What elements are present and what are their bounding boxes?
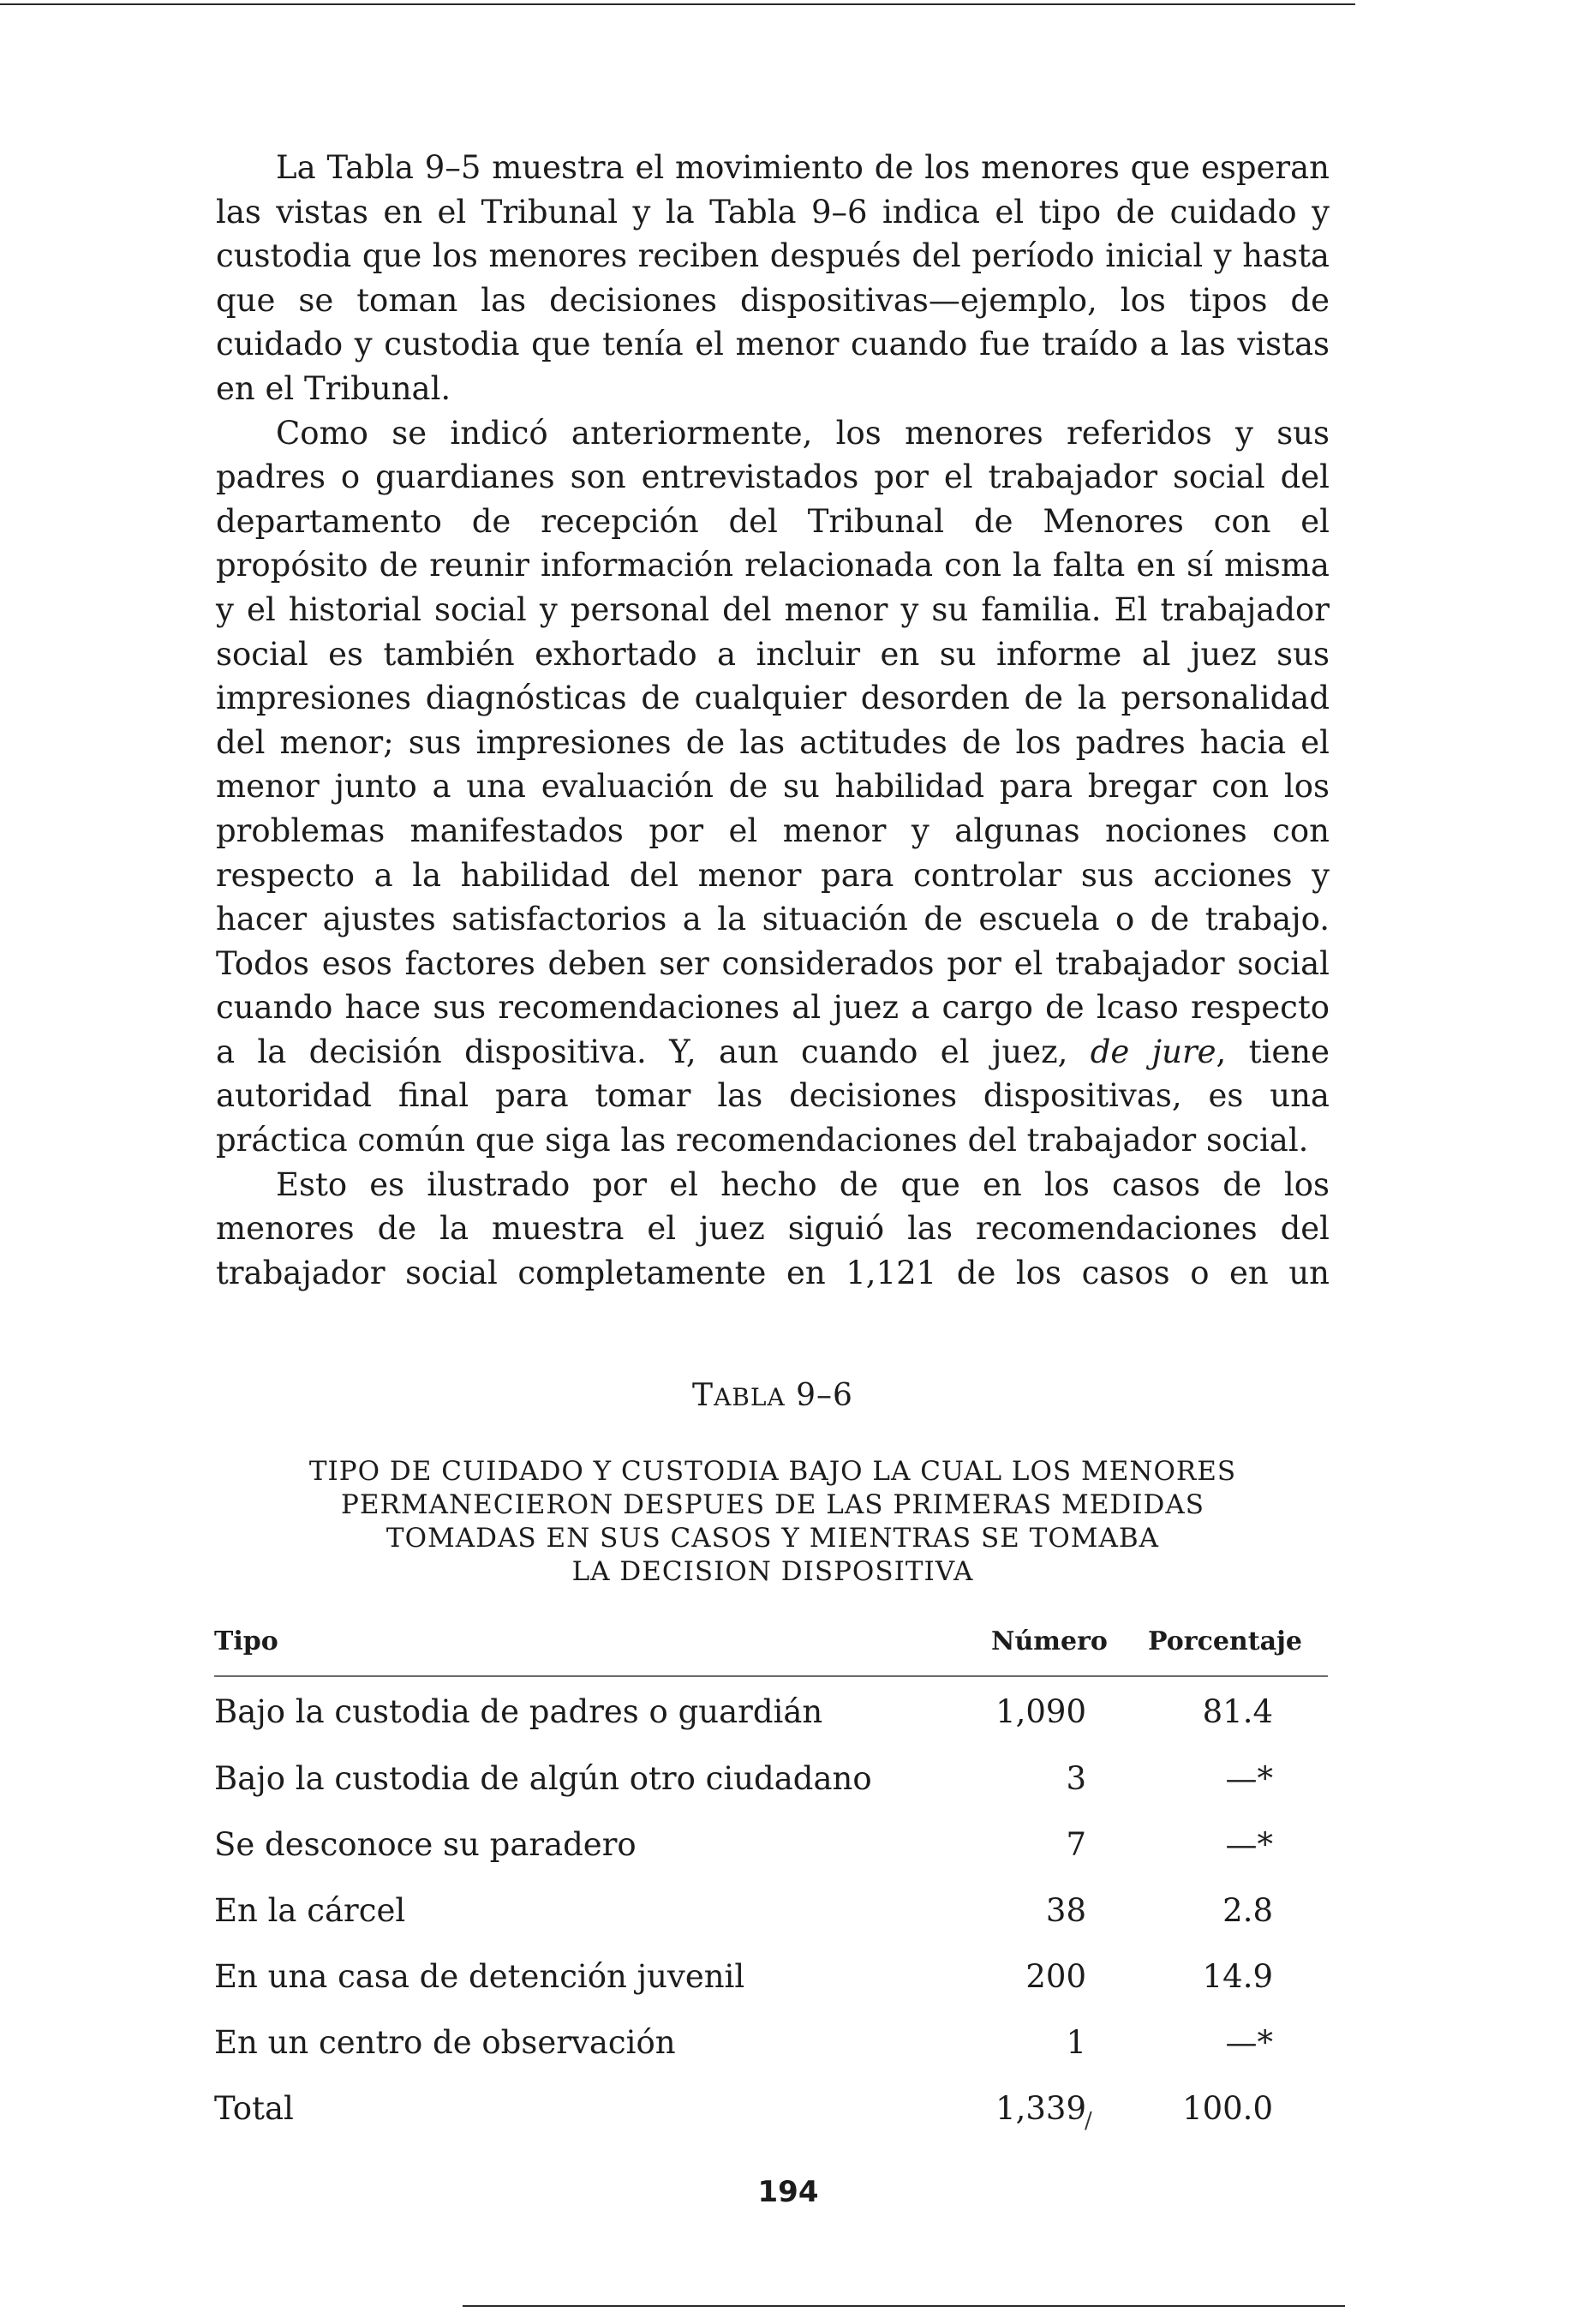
cell-tipo: Se desconoce su paradero	[214, 1826, 637, 1863]
custody-table	[214, 1626, 1328, 2141]
table-label	[216, 1378, 1330, 1413]
table-row	[214, 1676, 1328, 1746]
cell-porcentaje: 2.8	[1222, 1892, 1273, 1929]
caption-line: TOMADAS EN SUS CASOS Y MIENTRAS SE TOMABA	[386, 1523, 1160, 1554]
caption-line: PERMANECIERON DESPUES DE LAS PRIMERAS MEDIDAS	[341, 1489, 1204, 1520]
cell-porcentaje: 81.4	[1202, 1692, 1273, 1730]
cell-tipo: Bajo la custodia de padres o guardián	[214, 1692, 823, 1730]
cell-numero: 1	[1066, 2024, 1086, 2061]
paragraph-2	[216, 411, 1330, 1163]
table-row	[214, 1878, 1328, 1944]
cell-tipo: En la cárcel	[214, 1892, 406, 1929]
body-text	[216, 146, 1330, 1295]
table-row	[214, 1746, 1328, 1812]
top-rule	[0, 3, 1355, 5]
paragraph-1: La Tabla 9–5 muestra el movimiento de los menores que esperan las vistas en el Tribunal y la Tabla 9–6 indica el tipo de cuidado y custodia que los menores reciben después del período inicial y hasta que se toman las decisiones dispositivas—ejemplo, los tipos de cuidado y custodia que tenía el menor cuando fue traído a las vistas en el Tribunal.	[216, 149, 1330, 407]
paragraph-2-italic: de jure	[1090, 1033, 1216, 1070]
cell-porcentaje: —*	[1225, 1826, 1273, 1863]
cell-porcentaje: —*	[1225, 1760, 1273, 1797]
table-label-text: TABLA 9–6	[692, 1378, 853, 1413]
table-header-row	[214, 1626, 1328, 1676]
stray-mark: /	[1085, 2108, 1092, 2134]
cell-porcentaje: 100.0	[1182, 2090, 1273, 2127]
paragraph-2-part-2: , tiene autoridad final para tomar las decisiones dispositivas, es una práctica común que siga las recomendaciones del trabajador social.	[216, 1033, 1330, 1159]
cell-porcentaje: 14.9	[1202, 1958, 1273, 1995]
cell-numero: 200	[1025, 1958, 1086, 1995]
cell-numero: 3	[1066, 1760, 1086, 1797]
table-caption	[216, 1455, 1330, 1589]
cell-numero: 1,090	[995, 1692, 1086, 1730]
page-number: 194	[757, 2175, 819, 2209]
cell-numero: 1,339	[995, 2090, 1086, 2127]
bottom-rule	[463, 2305, 1345, 2307]
caption-line: TIPO DE CUIDADO Y CUSTODIA BAJO LA CUAL LOS MENORES	[308, 1456, 1237, 1487]
cell-tipo: Total	[214, 2090, 294, 2127]
table-row	[214, 2010, 1328, 2075]
cell-porcentaje: —*	[1225, 2024, 1273, 2061]
paragraph-2-part-1: Como se indicó anteriormente, los menores referidos y sus padres o guardianes son entrevistados por el trabajador social del departamento de recepción del Tribunal de Menores con el propósito de reunir información relacionada con la falta en sí misma y el historial social y personal del menor y su familia. El trabajador social es también exhortado a incluir en su informe al juez sus impresiones diagnósticas de cualquier desorden de la personalidad del menor; sus impresiones de las actitudes de los padres hacia el menor junto a una evaluación de su habilidad para bregar con los problemas manifestados por el menor y algunas nociones con respecto a la habilidad del menor para controlar sus acciones y hacer ajustes satisfactorios a la situación de escuela o de trabajo. Todos esos factores deben ser considerados por el trabajador social cuando hace sus recomendaciones al juez a cargo de lcaso respecto a la decisión dispositiva. Y, aun cuando el juez,	[216, 414, 1330, 1070]
paragraph-3: Esto es ilustrado por el hecho de que en los casos de los menores de la muestra el juez siguió las recomendaciones del trabajador social completamente en 1,121 de los casos o en un	[216, 1165, 1330, 1291]
table-row	[214, 1944, 1328, 2010]
cell-numero: 7	[1066, 1826, 1086, 1863]
header-porcentaje: Porcentaje	[1122, 1626, 1328, 1676]
cell-tipo: En un centro de observación	[214, 2024, 676, 2061]
cell-tipo: Bajo la custodia de algún otro ciudadano	[214, 1760, 872, 1797]
table-row	[214, 1812, 1328, 1878]
caption-line: LA DECISION DISPOSITIVA	[571, 1556, 974, 1587]
cell-tipo: En una casa de detención juvenil	[214, 1958, 745, 1995]
cell-numero: 38	[1045, 1892, 1086, 1929]
table-row-total	[214, 2075, 1328, 2141]
header-numero: Número	[977, 1626, 1122, 1676]
header-tipo: Tipo	[214, 1626, 977, 1676]
